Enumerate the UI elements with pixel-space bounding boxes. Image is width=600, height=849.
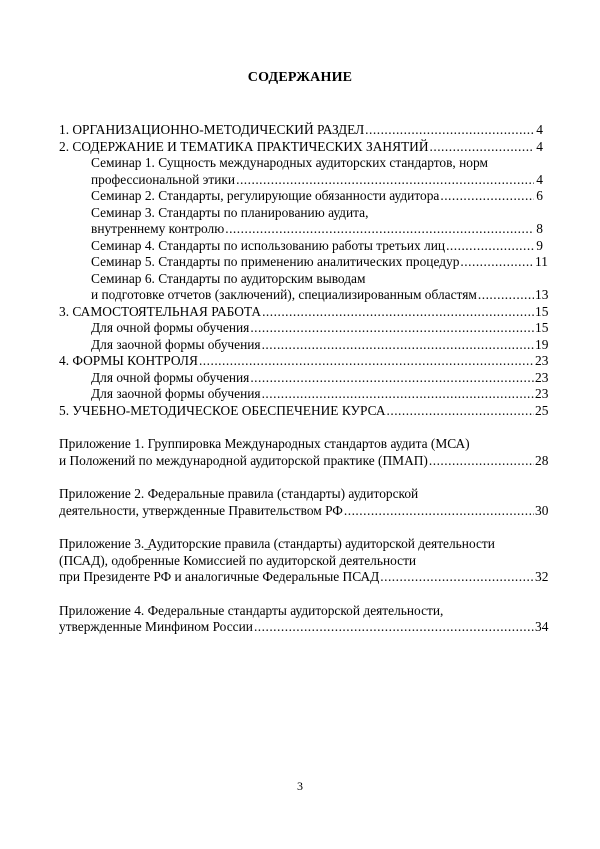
toc-entry-seminar-6-line-1: Семинар 6. Стандарты по аудиторским выводам [91,270,366,286]
toc-entry-page: 4 [536,122,543,137]
toc-entry-seminar-5[interactable] [59,254,548,271]
toc-entry-seminar-3-line-1: Семинар 3. Стандарты по планированию аудита, [91,204,369,220]
dot-leader [387,403,534,420]
toc-entry-page: 4 [536,138,543,154]
dot-leader [380,569,534,586]
toc-entry-label: и подготовке отчетов (заключений), специализированным областям [91,287,477,302]
toc-entry-label: деятельности, утвержденные Правительством РФ [59,502,343,518]
table-of-contents [59,122,549,636]
toc-entry-page: 34 [535,619,549,634]
dot-leader [262,304,534,321]
toc-entry-page: 15 [535,320,549,335]
toc-entry-label: Для очной формы обучения [91,320,250,335]
toc-entry-label: Для заочной формы обучения [91,386,261,401]
toc-entry-page: 19 [535,336,549,352]
page-title: СОДЕРЖАНИЕ [247,70,353,85]
toc-entry-page: 4 [536,171,543,187]
toc-entry-section-4-part-time[interactable] [59,386,549,403]
toc-entry-label: Семинар 4. Стандарты по использованию работы третьих лиц [91,237,446,253]
toc-entry-appendix-4-line-1: Приложение 4. Федеральные стандарты аудиторской деятельности, [59,602,444,618]
toc-entry-section-4-full-time[interactable] [59,369,549,387]
toc-entry-section-1[interactable] [59,122,543,139]
toc-entry-seminar-2[interactable] [59,188,543,205]
toc-entry-appendix-1-line-1: Приложение 1. Группировка Международных стандартов аудита (МСА) [59,436,470,451]
toc-entry-label: Семинар 5. Стандарты по применению аналитических процедур [91,254,460,269]
toc-entry-section-3-part-time[interactable] [59,336,549,354]
toc-entry-page: 28 [535,452,549,468]
dot-leader [254,619,534,636]
toc-entry-page: 9 [536,237,543,253]
toc-entry-label: и Положений по международной аудиторской практике (ПМАП) [59,452,428,468]
toc-entry-page: 23 [535,386,549,401]
toc-entry-appendix-4[interactable] [59,619,549,636]
toc-entry-page: 6 [536,188,543,203]
dot-leader [344,503,534,520]
toc-entry-label: 4. ФОРМЫ КОНТРОЛЯ [59,353,198,368]
toc-entry-section-3[interactable] [59,303,549,321]
toc-entry-appendix-3-line-2: (ПСАД), одобренные Комиссией по аудиторской деятельности [59,552,417,568]
toc-entry-label: 5. УЧЕБНО-МЕТОДИЧЕСКОЕ ОБЕСПЕЧЕНИЕ КУРСА [59,402,386,418]
toc-entry-label: 3. САМОСТОЯТЕЛЬНАЯ РАБОТА [59,303,262,319]
toc-entry-seminar-1-line-1: Семинар 1. Сущность международных аудиторских стандартов, норм [91,155,488,170]
toc-entry-page: 32 [535,569,549,584]
toc-entry-label: 2. СОДЕРЖАНИЕ И ТЕМАТИКА ПРАКТИЧЕСКИХ ЗАНЯТИЙ [59,138,429,154]
toc-entry-label: внутреннему контролю [91,221,225,236]
toc-entry-label: утвержденные Минфином России [59,619,253,634]
dot-leader [262,386,534,403]
toc-entry-label: 1. ОРГАНИЗАЦИОННО-МЕТОДИЧЕСКИЙ РАЗДЕЛ [59,122,365,137]
toc-entry-label: при Президенте РФ и аналогичные Федеральные ПСАД [59,569,380,584]
toc-entry-label: профессиональной этики [91,171,236,187]
toc-entry-page: 8 [536,221,543,236]
toc-entry-section-3-full-time[interactable] [59,320,549,337]
dot-leader [250,370,534,387]
dot-leader [250,320,534,337]
toc-entry-page: 13 [535,287,549,302]
toc-entry-seminar-3[interactable] [59,221,543,238]
toc-entry-section-4[interactable] [59,353,549,370]
page-number: 3 [297,779,303,793]
dot-leader [225,221,534,238]
dot-leader [236,172,534,189]
dot-leader [262,337,534,354]
toc-entry-section-5[interactable] [59,402,549,420]
toc-entry-appendix-2-line-1: Приложение 2. Федеральные правила (стандарты) аудиторской [59,486,419,501]
toc-entry-page: 25 [535,402,549,418]
dot-leader [199,353,534,370]
toc-entry-page: 15 [535,303,549,319]
toc-entry-label: Семинар 2. Стандарты, регулирующие обязанности аудитора [91,188,440,203]
dot-leader [365,122,534,139]
dot-leader [478,287,534,304]
toc-entry-appendix-3[interactable] [59,569,549,586]
dot-leader [460,254,534,271]
toc-entry-label: Для очной формы обучения [91,369,250,385]
toc-entry-section-2[interactable] [59,139,543,156]
toc-entry-seminar-4[interactable] [59,238,543,255]
toc-entry-page: 11 [535,254,548,269]
dot-leader [440,188,534,205]
toc-entry-label: Для заочной формы обучения [91,336,261,352]
toc-entry-appendix-3-line-1: Приложение 3. ̲Аудиторские правила (стандарты) аудиторской деятельности [59,536,495,551]
toc-entry-appendix-1[interactable] [59,452,549,470]
dot-leader [430,139,534,156]
toc-entry-page: 23 [535,369,549,385]
dot-leader [446,238,534,255]
toc-entry-appendix-2[interactable] [59,502,549,520]
dot-leader [429,453,534,470]
toc-entry-seminar-6[interactable] [59,287,549,304]
toc-entry-page: 23 [535,353,549,368]
toc-entry-page: 30 [535,502,549,518]
toc-entry-seminar-1[interactable] [59,172,543,189]
